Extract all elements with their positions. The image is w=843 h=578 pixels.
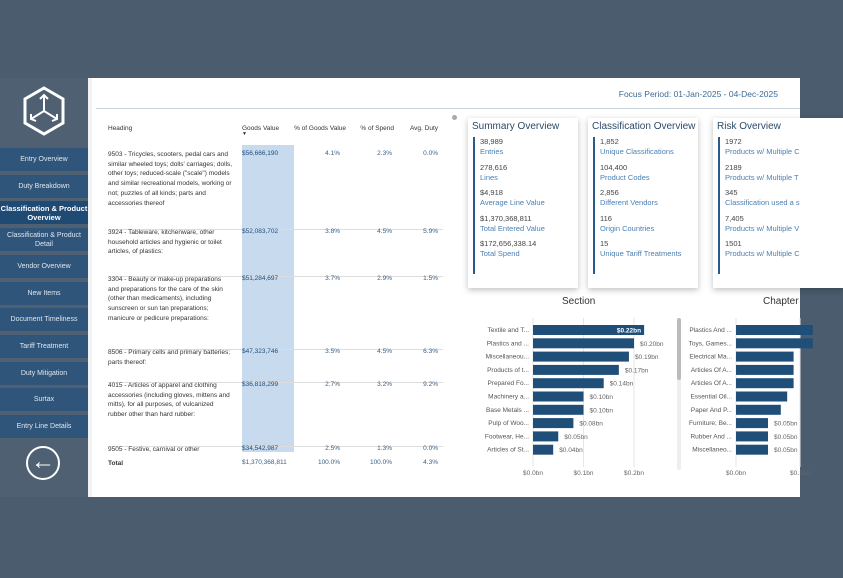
data-label: $0.05bn bbox=[564, 433, 588, 441]
bar[interactable] bbox=[533, 365, 619, 375]
category-label: Footwear, He... bbox=[484, 433, 529, 441]
kpi-value: 345 bbox=[725, 188, 738, 197]
category-label: Textile and T... bbox=[487, 327, 529, 334]
main-panel bbox=[88, 78, 810, 497]
section-chart-title: Section bbox=[562, 296, 596, 307]
kpi-value: $4,918 bbox=[480, 188, 503, 197]
category-label: Plastics And ... bbox=[689, 327, 732, 334]
card-classification-overview bbox=[588, 118, 698, 288]
sidebar-item-entry-line-details[interactable]: Entry Line Details bbox=[0, 415, 88, 440]
kpi-value: 2,856 bbox=[600, 188, 619, 197]
kpi-value: $172,656,338.14 bbox=[480, 239, 537, 248]
sidebar-item-vendor-overview[interactable]: Vendor Overview bbox=[0, 255, 88, 280]
pct-spend-cell: 4.5% bbox=[377, 228, 392, 235]
bar[interactable] bbox=[533, 405, 584, 415]
bar[interactable] bbox=[533, 445, 553, 455]
kpi-value: 1,852 bbox=[600, 137, 619, 146]
total-label: Total bbox=[108, 460, 124, 467]
category-label: Articles of St... bbox=[487, 446, 529, 454]
avg-duty-cell: 9.2% bbox=[423, 381, 438, 388]
pct-goods-cell: 4.1% bbox=[325, 150, 340, 157]
bar[interactable] bbox=[736, 431, 768, 441]
x-tick-label: $0.1bn bbox=[573, 470, 594, 477]
goods-value-cell: $52,083,702 bbox=[242, 228, 279, 235]
table-row[interactable] bbox=[108, 228, 443, 277]
category-label: Articles Of A... bbox=[690, 380, 732, 388]
kpi-value: 1972 bbox=[725, 137, 742, 146]
col-pct-goods[interactable]: % of Goods Value bbox=[294, 125, 346, 132]
data-label: $0.22bn bbox=[616, 327, 642, 335]
category-label: Pulp of Woo... bbox=[488, 420, 529, 428]
pct-spend-cell: 3.2% bbox=[377, 381, 392, 388]
data-label: $0.04bn bbox=[559, 447, 583, 455]
category-label: Miscellaneo... bbox=[692, 446, 732, 454]
sort-desc-icon: ▼ bbox=[242, 131, 247, 137]
kpi-label: Products w/ Multiple T bbox=[725, 172, 799, 182]
chapter-chart bbox=[682, 312, 822, 482]
pct-goods-cell: 2.5% bbox=[325, 445, 340, 452]
data-label: $0.14bn bbox=[609, 380, 634, 388]
data-label: $0.10bn bbox=[589, 394, 613, 401]
x-tick-label: $0.0bn bbox=[523, 470, 543, 477]
kpi-value: 15 bbox=[600, 239, 609, 248]
heading-cell: 4015 - Articles of apparel and clothing accessories (including gloves, mittens and mitts), for all purposes, of vulcanized rubber other than hard rubber: bbox=[108, 382, 230, 419]
category-label: Plastics and ... bbox=[486, 340, 529, 348]
bar[interactable] bbox=[736, 418, 768, 428]
kpi-value: $1,370,368,811 bbox=[480, 213, 532, 223]
kpi-label: Entries bbox=[480, 147, 504, 156]
kpi-label: Products w/ Multiple V bbox=[725, 223, 800, 233]
kpi-label: Classification used a s bbox=[725, 198, 800, 207]
table-row[interactable] bbox=[108, 275, 443, 350]
avg-duty-cell: 0.0% bbox=[423, 445, 438, 452]
heading-cell: 9503 - Tricycles, scooters, pedal cars and similar wheeled toys; dolls' carriages; dolls, other toys; reduced-scale ("scale") models and similar recreational models, working or not; puzzles of all kinds; parts and accessories thereof bbox=[108, 151, 233, 207]
kpi-label: Unique Classifications bbox=[600, 147, 674, 156]
total-pct-goods: 100.0% bbox=[317, 459, 340, 466]
bar[interactable] bbox=[533, 392, 584, 402]
bar[interactable] bbox=[533, 378, 604, 388]
kpi-value: 38,989 bbox=[480, 137, 503, 146]
scrollbar-thumb[interactable] bbox=[677, 318, 681, 380]
sidebar-item-classification-product-detail[interactable]: Classification & Product Detail bbox=[0, 228, 88, 253]
sidebar bbox=[0, 78, 88, 497]
kpi-value: 116 bbox=[600, 213, 612, 223]
x-tick-label: $0.0bn bbox=[726, 470, 746, 477]
avg-duty-cell: 1.5% bbox=[423, 275, 438, 282]
bar[interactable] bbox=[736, 392, 787, 402]
table-row[interactable] bbox=[108, 381, 443, 447]
data-label: $0.05bn bbox=[774, 447, 798, 455]
heading-cell: 3924 - Tableware, kitchenware, other household articles and hygienic or toilet articles, of plastics: bbox=[108, 229, 222, 256]
chart-scrollbar[interactable] bbox=[677, 318, 681, 470]
data-label: $0.20bn bbox=[640, 340, 664, 348]
kpi-label: Product Codes bbox=[600, 172, 650, 182]
card-title: Risk Overview bbox=[717, 121, 781, 132]
bar[interactable] bbox=[736, 338, 813, 348]
goods-value-cell: $34,542,987 bbox=[242, 445, 279, 452]
bar[interactable] bbox=[533, 431, 558, 441]
kpi-label: Products w/ Multiple C bbox=[725, 147, 800, 156]
category-label: Electrical Ma... bbox=[689, 353, 732, 361]
total-pct-spend: 100.0% bbox=[369, 459, 392, 466]
focus-period: Focus Period: 01-Jan-2025 - 04-Dec-2025 bbox=[618, 89, 778, 99]
back-button[interactable] bbox=[26, 446, 60, 480]
pct-goods-cell: 3.7% bbox=[325, 275, 340, 282]
table-row[interactable] bbox=[108, 150, 443, 230]
pct-spend-cell: 4.5% bbox=[377, 348, 392, 355]
card-title: Classification Overview bbox=[592, 121, 696, 132]
category-label: Toys, Games... bbox=[688, 340, 732, 348]
kpi-label: Average Line Value bbox=[480, 198, 545, 207]
sidebar-item-classification-product-overview[interactable]: Classification & Product Overview bbox=[0, 201, 88, 226]
goods-value-cell: $36,818,299 bbox=[242, 381, 279, 388]
col-avg-duty[interactable]: Avg. Duty bbox=[409, 125, 438, 132]
bar[interactable] bbox=[533, 418, 573, 428]
goods-value-cell: $51,284,697 bbox=[242, 275, 279, 282]
avg-duty-cell: 5.9% bbox=[423, 228, 438, 235]
pct-spend-cell: 2.3% bbox=[377, 150, 392, 157]
col-goods-value-label: Goods Value bbox=[242, 125, 280, 132]
bar[interactable] bbox=[736, 325, 813, 335]
table-row[interactable] bbox=[108, 445, 443, 455]
category-label: Prepared Fo... bbox=[487, 380, 529, 388]
pct-goods-cell: 3.8% bbox=[325, 228, 340, 235]
category-label: Miscellaneou... bbox=[485, 353, 529, 361]
card-summary-overview bbox=[468, 118, 578, 288]
goods-value-cell: $56,666,190 bbox=[242, 150, 279, 157]
col-goods-value[interactable] bbox=[242, 125, 279, 137]
category-label: Products of t... bbox=[487, 366, 529, 374]
pct-spend-cell: 2.9% bbox=[377, 275, 392, 282]
category-label: Rubber And ... bbox=[690, 433, 732, 441]
more-options-icon[interactable] bbox=[452, 115, 457, 120]
x-tick-label: $0.2bn bbox=[624, 470, 644, 477]
bar[interactable] bbox=[533, 338, 634, 348]
pct-goods-cell: 2.7% bbox=[325, 381, 340, 388]
category-label: Base Metals ... bbox=[486, 406, 529, 414]
card-accent bbox=[593, 137, 595, 274]
category-label: Furniture; Be... bbox=[689, 420, 732, 428]
sidebar-item-entry-overview[interactable]: Entry Overview bbox=[0, 148, 88, 173]
total-avg-duty: 4.3% bbox=[423, 459, 438, 466]
kpi-label: Origin Countries bbox=[600, 223, 655, 233]
avg-duty-cell: 6.3% bbox=[423, 348, 438, 355]
bar[interactable] bbox=[736, 445, 768, 455]
heading-cell: 3304 - Beauty or make-up preparations and preparations for the care of the skin (other than medicaments), including sunscreen or sun tan preparations; manicure or pedicure preparations: bbox=[108, 276, 223, 322]
bar[interactable] bbox=[736, 405, 781, 415]
data-label: $0.05bn bbox=[774, 420, 798, 428]
kpi-label: Unique Tariff Treatments bbox=[600, 249, 682, 258]
heading-cell: 9505 - Festive, carnival or other bbox=[108, 446, 200, 453]
col-pct-spend[interactable]: % of Spend bbox=[360, 125, 394, 132]
pct-goods-cell: 3.5% bbox=[325, 348, 340, 355]
sidebar-item-duty-mitigation[interactable]: Duty Mitigation bbox=[0, 362, 88, 387]
kpi-value: 1501 bbox=[725, 239, 742, 248]
sidebar-item-tariff-treatment[interactable]: Tariff Treatment bbox=[0, 335, 88, 360]
kpi-value: 104,400 bbox=[600, 162, 628, 172]
sidebar-item-surtax[interactable]: Surtax bbox=[0, 388, 88, 413]
card-title: Summary Overview bbox=[472, 121, 560, 132]
avg-duty-cell: 0.0% bbox=[423, 150, 438, 157]
kpi-label: Total Spend bbox=[480, 249, 520, 258]
category-label: Essential Oil... bbox=[690, 393, 732, 401]
data-label: $0.19bn bbox=[634, 354, 659, 362]
section-chart bbox=[442, 312, 672, 482]
data-label: $0.10bn bbox=[589, 407, 613, 415]
col-heading[interactable]: Heading bbox=[108, 125, 133, 132]
kpi-value: 2189 bbox=[725, 162, 742, 172]
card-accent bbox=[718, 137, 720, 274]
total-goods: $1,370,368,811 bbox=[242, 459, 287, 466]
kpi-value: 7,405 bbox=[725, 213, 744, 223]
table-row[interactable] bbox=[108, 348, 443, 383]
kpi-label: Total Entered Value bbox=[480, 223, 545, 233]
card-accent bbox=[473, 137, 475, 274]
kpi-value: 278,616 bbox=[480, 162, 508, 172]
kpi-label: Different Vendors bbox=[600, 198, 658, 207]
chapter-chart-title: Chapter bbox=[763, 296, 799, 307]
divider bbox=[96, 108, 800, 109]
pct-spend-cell: 1.3% bbox=[377, 445, 392, 452]
bar[interactable] bbox=[736, 378, 794, 388]
kpi-label: Products w/ Multiple C bbox=[725, 249, 800, 258]
sidebar-item-duty-breakdown[interactable]: Duty Breakdown bbox=[0, 175, 88, 200]
cube-logo-icon bbox=[22, 86, 66, 136]
sidebar-item-new-items[interactable]: New Items bbox=[0, 282, 88, 307]
bar[interactable] bbox=[533, 352, 629, 362]
category-label: Paper And P... bbox=[690, 406, 732, 414]
data-label: $0.17bn bbox=[624, 367, 649, 375]
bar[interactable] bbox=[736, 365, 794, 375]
goods-value-cell: $47,323,746 bbox=[242, 348, 279, 355]
category-label: Articles Of A... bbox=[690, 366, 732, 374]
x-tick-label: $0.1bn bbox=[790, 470, 810, 477]
category-label: Machinery a... bbox=[488, 393, 529, 401]
data-label: $0.05bn bbox=[774, 433, 798, 441]
bar[interactable] bbox=[736, 352, 794, 362]
arrow-left-circle-icon: ← bbox=[31, 448, 55, 475]
kpi-label: Lines bbox=[480, 172, 498, 182]
heading-cell: 8506 - Primary cells and primary batteries; parts thereof: bbox=[108, 349, 231, 366]
card-risk-overview bbox=[713, 118, 843, 288]
sidebar-item-document-timeliness[interactable]: Document Timeliness bbox=[0, 308, 88, 333]
data-label: $0.08bn bbox=[579, 420, 603, 428]
